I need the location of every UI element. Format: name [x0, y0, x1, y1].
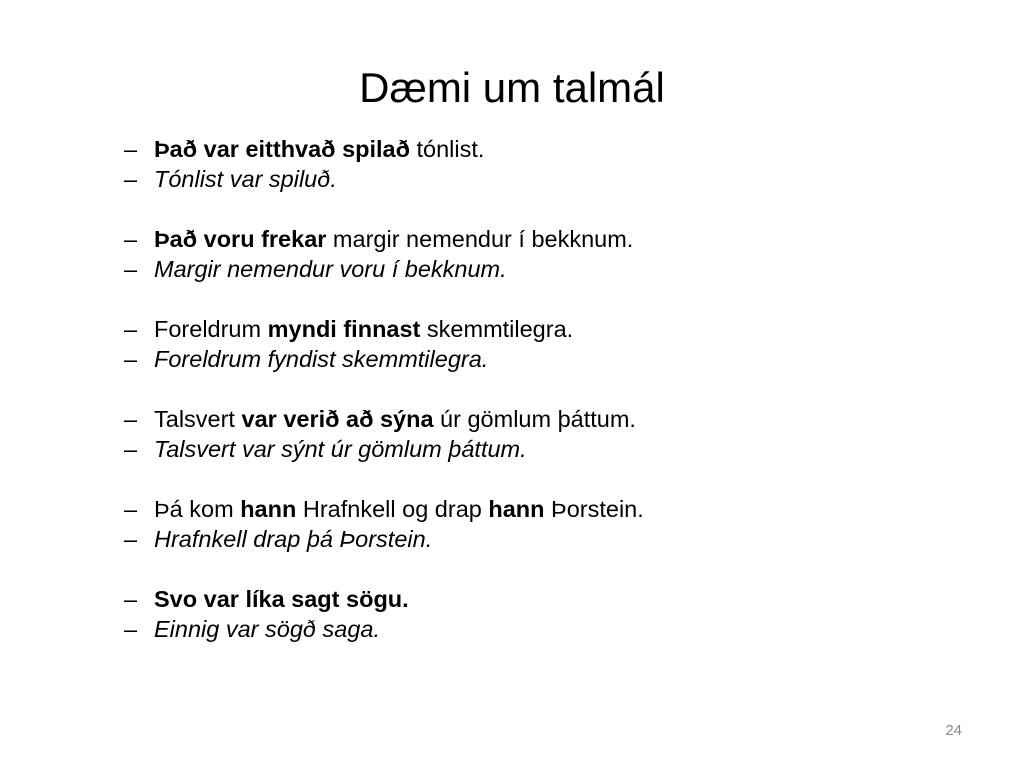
bullet-dash: – — [124, 136, 138, 162]
plain-phrase: úr gömlum þáttum. — [433, 406, 636, 432]
standard-example-line — [118, 524, 978, 554]
spoken-example-line — [118, 224, 978, 254]
bullet-dash: – — [124, 256, 138, 282]
highlighted-phrase: hann — [488, 496, 545, 522]
example-pair — [118, 224, 978, 284]
highlighted-phrase: hann — [240, 496, 297, 522]
example-pair — [118, 404, 978, 464]
spoken-example-text — [154, 494, 644, 524]
spoken-example-text — [154, 314, 573, 344]
spoken-example-line — [118, 134, 978, 164]
bullet-dash: – — [124, 436, 138, 462]
plain-phrase: tónlist. — [409, 136, 485, 162]
spoken-example-text — [154, 584, 409, 614]
bullet-dash: – — [124, 616, 138, 642]
bullet-dash: – — [124, 526, 138, 552]
standard-example-text: Talsvert var sýnt úr gömlum þáttum. — [154, 436, 527, 462]
bullet-dash: – — [124, 316, 138, 342]
standard-example-line — [118, 254, 978, 284]
bullet-dash: – — [124, 226, 138, 252]
example-pair — [118, 584, 978, 644]
spoken-example-line — [118, 584, 978, 614]
spoken-example-line — [118, 494, 978, 524]
bullet-dash: – — [124, 166, 138, 192]
plain-phrase: Þá kom — [154, 496, 241, 522]
bullet-dash: – — [124, 346, 138, 372]
spoken-example-line — [118, 404, 978, 434]
standard-example-text: Tónlist var spiluð. — [154, 166, 337, 192]
example-pair — [118, 314, 978, 374]
bullet-dash: – — [124, 586, 138, 612]
spoken-example-line — [118, 314, 978, 344]
example-pair — [118, 134, 978, 194]
spoken-example-text — [154, 224, 633, 254]
example-list — [118, 134, 978, 674]
bullet-dash: – — [124, 496, 138, 522]
plain-phrase: Þorstein. — [544, 496, 644, 522]
spoken-example-text — [154, 404, 636, 434]
standard-example-text: Foreldrum fyndist skemmtilegra. — [154, 346, 489, 372]
standard-example-line — [118, 344, 978, 374]
plain-phrase: Hrafnkell og drap — [296, 496, 489, 522]
bullet-dash: – — [124, 406, 138, 432]
standard-example-line — [118, 434, 978, 464]
standard-example-line — [118, 614, 978, 644]
plain-phrase: skemmtilegra. — [420, 316, 574, 342]
plain-phrase: margir nemendur í bekknum. — [326, 226, 634, 252]
plain-phrase: Foreldrum — [154, 316, 268, 342]
highlighted-phrase: Það voru frekar — [154, 226, 327, 252]
plain-phrase: Talsvert — [154, 406, 242, 432]
highlighted-phrase: myndi finnast — [267, 316, 421, 342]
highlighted-phrase: Svo var líka sagt sögu. — [154, 586, 409, 612]
page-number: 24 — [945, 722, 962, 739]
standard-example-text: Einnig var sögð saga. — [154, 616, 381, 642]
standard-example-text: Margir nemendur voru í bekknum. — [154, 256, 507, 282]
standard-example-text: Hrafnkell drap þá Þorstein. — [154, 526, 433, 552]
highlighted-phrase: Það var eitthvað spilað — [154, 136, 410, 162]
standard-example-line — [118, 164, 978, 194]
highlighted-phrase: var verið að sýna — [241, 406, 434, 432]
slide-title: Dæmi um talmál — [359, 64, 665, 111]
example-pair — [118, 494, 978, 554]
spoken-example-text — [154, 134, 484, 164]
